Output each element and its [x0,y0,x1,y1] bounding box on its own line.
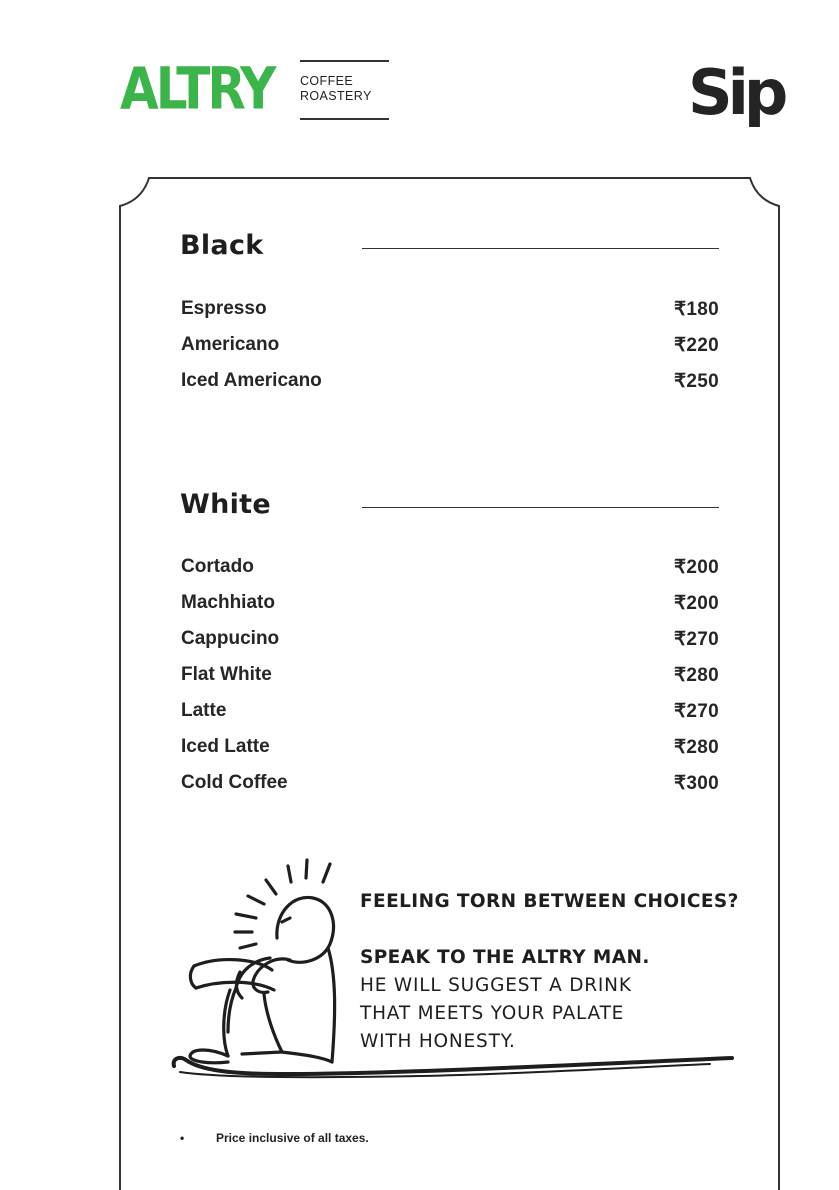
callout-answer-line-2: THAT MEETS YOUR PALATE [360,1003,625,1024]
footnote-bullet: • [180,1131,185,1145]
menu-item-name: Latte [181,700,227,721]
menu-item [181,585,719,621]
price-footnote [180,1131,369,1145]
menu-item-price: ₹200 [674,556,719,578]
section-title-white: White [180,489,271,520]
tagline-line-2: ROASTERY [300,89,372,103]
menu-item-name: Iced Americano [181,370,322,391]
menu-list-black [181,291,719,399]
section-title-black: Black [180,230,264,261]
menu-item [181,765,719,801]
menu-item-name: Cold Coffee [181,772,288,793]
menu-item [181,549,719,585]
sip-logo: Sip [688,56,784,129]
menu-item-price: ₹300 [674,772,719,794]
menu-item [181,621,719,657]
callout-question: FEELING TORN BETWEEN CHOICES? [360,891,739,912]
menu-item [181,693,719,729]
menu-item-price: ₹250 [674,370,719,392]
menu-item-price: ₹280 [674,664,719,686]
menu-item [181,327,719,363]
callout-answer-line-3: WITH HONESTY. [360,1031,516,1052]
menu-item-name: Cappucino [181,628,280,649]
menu-item-name: Americano [181,334,280,355]
menu-item-name: Machhiato [181,592,275,613]
altry-logo-text: ALTRY [120,55,274,123]
menu-item-price: ₹180 [674,298,719,320]
section-divider-white [362,507,719,508]
altry-man-callout [360,888,740,1056]
callout-answer-heading: SPEAK TO THE ALTRY MAN. [360,947,650,968]
menu-item-name: Flat White [181,664,272,685]
footnote-text: Price inclusive of all taxes. [216,1131,369,1145]
menu-item [181,363,719,399]
menu-item-price: ₹270 [674,700,719,722]
menu-item-price: ₹270 [674,628,719,650]
menu-list-white [181,549,719,801]
callout-answer-line-1: HE WILL SUGGEST A DRINK [360,975,632,996]
menu-item-name: Espresso [181,298,267,319]
altry-logo [120,55,275,123]
menu-item [181,729,719,765]
menu-item-price: ₹280 [674,736,719,758]
menu-item-price: ₹220 [674,334,719,356]
menu-item-price: ₹200 [674,592,719,614]
menu-item [181,657,719,693]
menu-item [181,291,719,327]
section-divider-black [362,248,719,249]
coffee-roastery-tagline [300,60,389,120]
menu-item-name: Iced Latte [181,736,270,757]
menu-item-name: Cortado [181,556,254,577]
tagline-line-1: COFFEE [300,74,354,88]
